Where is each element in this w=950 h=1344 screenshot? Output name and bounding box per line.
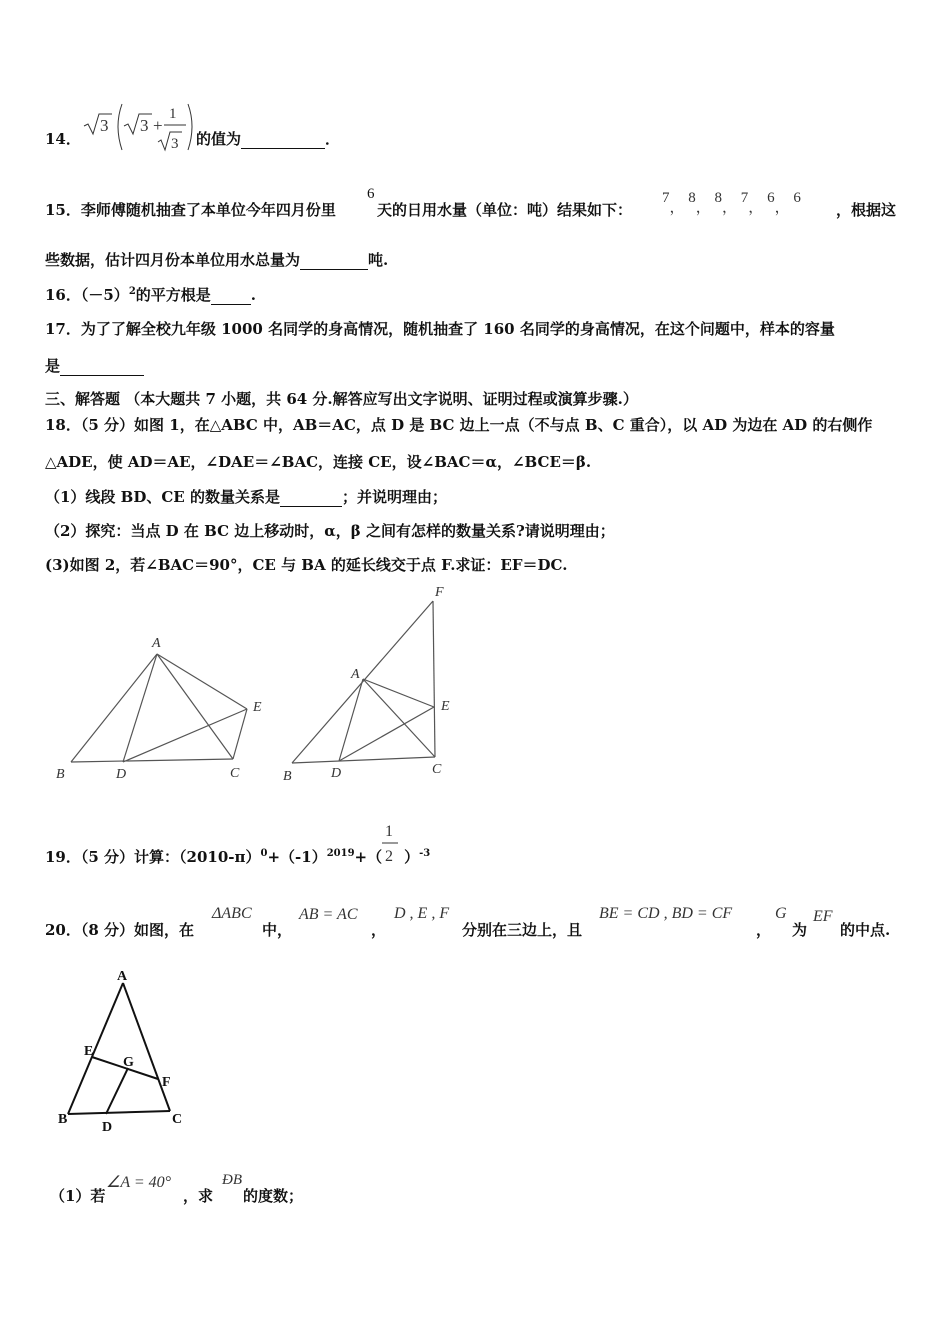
question-18-line1: 18．（5 分）如图 1，在△ABC 中，AB＝AC，点 D 是 BC 边上一点（不与点 B、C 重合），以 AD 为边在 AD 的右侧作 (45, 416, 873, 434)
fig3-seg-ac (123, 983, 170, 1111)
question-20-part1-b: ，求 (183, 1187, 214, 1205)
question-16 (45, 284, 256, 305)
q20-points: D , E , F (394, 905, 450, 922)
fig1-seg-bc (71, 759, 233, 762)
fig2-seg-fc (433, 601, 435, 757)
question-18-part1 (45, 486, 447, 507)
fig1-seg-ab (71, 654, 157, 762)
q15-value: 6 (767, 190, 775, 206)
fig3-seg-dg (106, 1068, 128, 1114)
fig1-label-e: E (253, 700, 262, 715)
fig2-seg-ac (363, 679, 435, 757)
q15-value: 8 (688, 190, 696, 206)
fig2-seg-bc (292, 757, 435, 763)
fig3-seg-bc (68, 1111, 170, 1114)
q16-end: . (250, 286, 257, 304)
q14-end: ． (325, 130, 341, 148)
q15-value: 6 (793, 190, 801, 206)
fig2-label-b: B (283, 769, 292, 784)
fig2-seg-ae (363, 679, 434, 707)
fig1-seg-ad (123, 654, 157, 762)
q20-text-d: 分别在三边上，且 (462, 921, 583, 939)
fig2-label-f: F (435, 585, 444, 600)
fig1-seg-de (123, 709, 247, 762)
question-20-part1-a: （1）若 (50, 1187, 106, 1205)
q20-ef: EF (813, 908, 833, 925)
q20-equality: AB = AC (299, 906, 358, 923)
q14-sqrt3-inner: 3 (140, 116, 149, 135)
q16-answer-blank[interactable] (211, 289, 251, 305)
q15-value: 7 (740, 190, 749, 206)
q16-exponent: 2 (128, 286, 136, 297)
q20p1-angle: ∠A = 40° (106, 1174, 172, 1191)
q18-p1-tail: ；并说明理由； (341, 488, 447, 506)
question-18-part3: (3)如图 2，若∠BAC＝90°，CE 与 BA 的延长线交于点 F.求证：EF＝DC. (45, 556, 568, 574)
q16-text-a: 16．（－5） (45, 286, 129, 304)
figure-2 (275, 580, 475, 790)
q18-p1-answer-blank[interactable] (280, 491, 342, 507)
figure-1 (50, 625, 280, 785)
fig3-label-g: G (123, 1055, 134, 1070)
q14-tail (196, 128, 340, 149)
q15-days: 6 (367, 186, 375, 202)
question-15-line1 (45, 199, 336, 220)
question-15-line2 (45, 249, 388, 270)
q15-values: 7， 8， 8， 7， 6， 6 (662, 190, 801, 216)
q15-value: 7 (662, 190, 670, 206)
fig1-label-a: A (152, 636, 161, 651)
fig2-label-e: E (441, 699, 450, 714)
fig2-seg-ad (339, 679, 363, 761)
q14-sqrt3-outer: 3 (100, 116, 109, 135)
fig3-label-c: C (172, 1112, 183, 1127)
fig3-label-a: A (117, 969, 128, 984)
svg-text:+: + (153, 116, 163, 135)
q17-text: 是 (45, 357, 61, 375)
q19-text-d: ） (404, 848, 420, 866)
question-19 (45, 846, 430, 867)
q20p1-angle-b: ÐB (222, 1172, 242, 1188)
question-20-a: 20．（8 分）如图，在 (45, 921, 195, 939)
q19-exp1: 2019 (326, 848, 355, 859)
q20-text-b: 中， (262, 921, 293, 939)
q20-conditions: BE = CD , BD = CF (599, 905, 733, 922)
fig3-label-b: B (58, 1112, 68, 1127)
fig1-seg-ce (233, 709, 247, 759)
q19-text-b: +（-1） (267, 848, 327, 866)
fig3-label-d: D (102, 1120, 113, 1135)
fig1-label-c: C (230, 766, 240, 781)
question-14 (45, 128, 81, 149)
q14-frac-den: 3 (171, 136, 179, 152)
question-18-part2: （2）探究：当点 D 在 BC 边上移动时，α，β 之间有怎样的数量关系?请说明理由； (45, 522, 615, 540)
q15-text-b: 天的日用水量（单位：吨）结果如下： (377, 201, 633, 219)
q19-frac-den: 2 (385, 848, 393, 865)
q19-exp2: -3 (419, 848, 431, 859)
fig1-seg-ae (157, 654, 247, 709)
q14-expression (80, 100, 200, 158)
q15-text-e: 吨. (368, 251, 389, 269)
q15-text-a: 15．李师傅随机抽查了本单位今年四月份里 (45, 201, 336, 219)
q18-p1-text: （1）线段 BD、CE 的数量关系是 (45, 488, 280, 506)
q19-frac-num: 1 (385, 823, 393, 840)
question-17-line2 (45, 355, 144, 376)
q20-g: G (775, 905, 787, 922)
q19-exp0: 0 (260, 848, 268, 859)
q14-number: 14． (45, 130, 81, 148)
q14-suffix: 的值为 (196, 130, 242, 148)
q15-text-d: 些数据，估计四月份本单位用水总量为 (45, 251, 301, 269)
question-17-line1: 17．为了了解全校九年级 1000 名同学的身高情况，随机抽查了 160 名同学的身高情况，在这个问题中，样本的容量 (45, 320, 835, 338)
q20-triangle: ΔABC (212, 905, 252, 922)
q20-text-f: 为 (792, 921, 808, 939)
q19-text-a: 19．（5 分）计算：（2010-π） (45, 848, 261, 866)
figure-3 (52, 968, 192, 1138)
fig2-label-d: D (331, 766, 342, 781)
fig2-label-a: A (351, 667, 360, 682)
q17-answer-blank[interactable] (60, 360, 144, 376)
question-18-line2: △ADE，使 AD＝AE，∠DAE＝∠BAC，连接 CE，设∠BAC＝α，∠BCE＝β. (45, 453, 592, 471)
fig3-label-f: F (162, 1075, 171, 1090)
q20-text-e: ， (756, 921, 772, 939)
question-20-part1-c: 的度数； (243, 1187, 304, 1205)
q19-text-c: +（ (354, 848, 383, 866)
q20-text-c: ， (371, 921, 387, 939)
fig1-label-d: D (116, 767, 127, 782)
fig3-label-e: E (84, 1044, 94, 1059)
q19-fraction (378, 818, 402, 868)
fig1-seg-ac (157, 654, 233, 759)
q14-answer-blank[interactable] (241, 133, 325, 149)
section-3-heading: 三、解答题 （本大题共 7 小题，共 64 分.解答应写出文字说明、证明过程或演算步骤.） (45, 390, 638, 408)
q20-text-h: 的中点. (840, 921, 891, 939)
q15-text-c: ，根据这 (836, 201, 897, 219)
q15-answer-blank[interactable] (300, 254, 368, 270)
fig1-label-b: B (56, 767, 65, 782)
q14-frac-num: 1 (169, 106, 177, 122)
fig2-label-c: C (432, 762, 442, 777)
q15-value: 8 (714, 190, 723, 206)
q16-text-b: 的平方根是 (135, 286, 211, 304)
fig2-seg-de (339, 707, 434, 761)
